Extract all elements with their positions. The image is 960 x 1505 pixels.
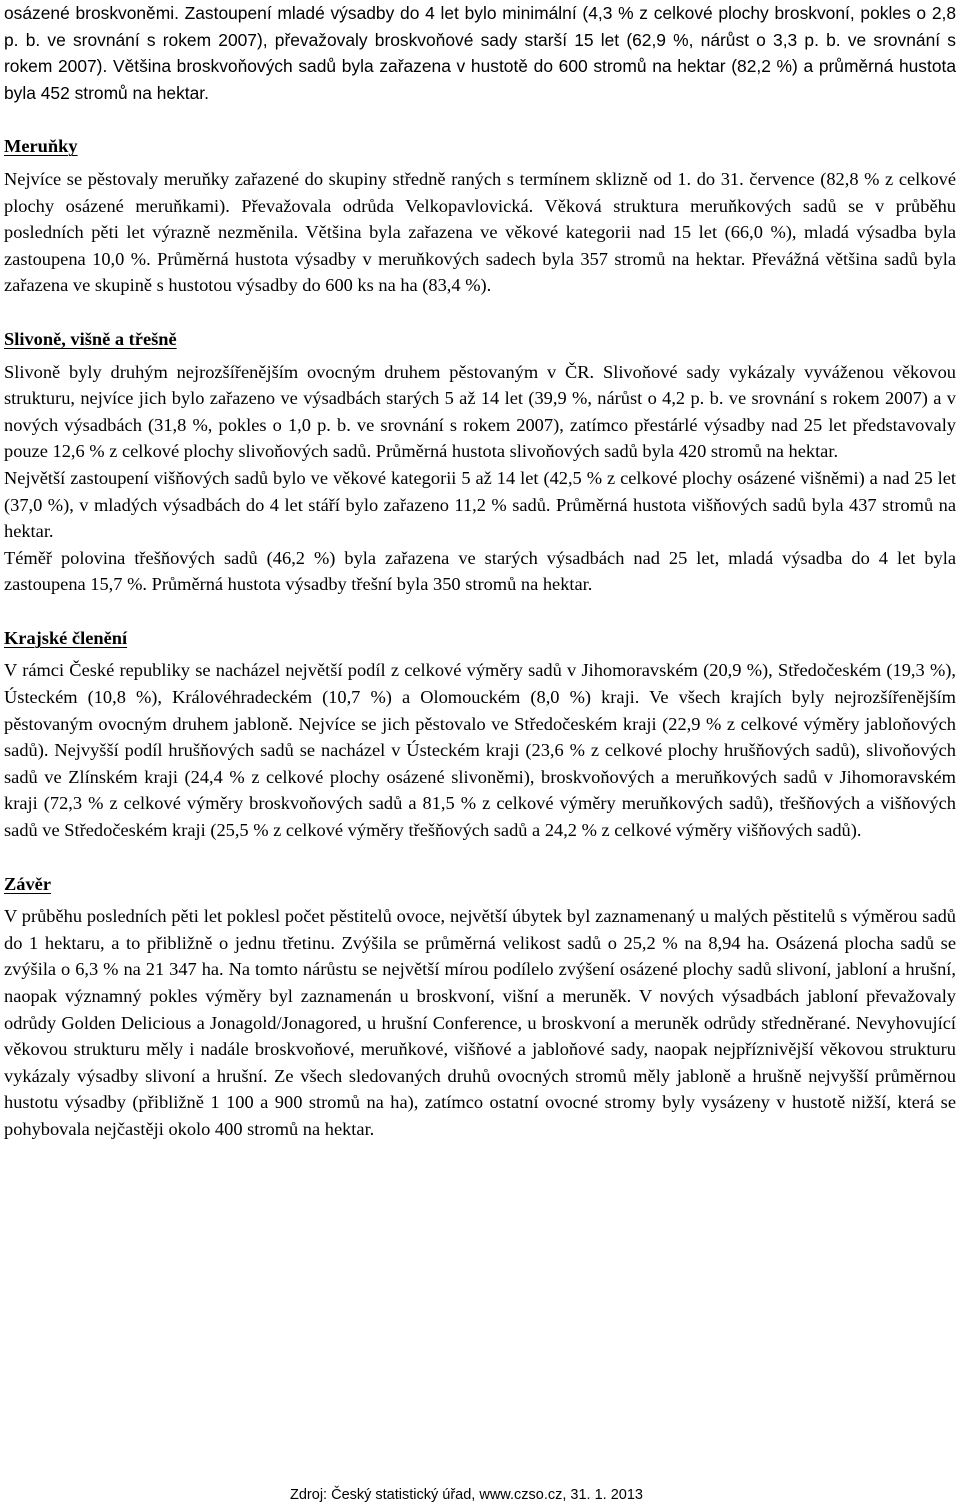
- regions-paragraph: V rámci České republiky se nacházel největší podíl z celkové výměry sadů v Jihomoravském (20,9 %), Středočeském (19,3 %), Ústeckém (10,8 %), Královéhradeckém (10,7 %) a Olomouckém (8,0 %) kraji. Ve všech krajích byly nejrozšířenějším pěstovaným ovocným druhem jabloně. Nejvíce se jich pěstovalo ve Středočeském kraji (22,9 % z celkové výměry jabloňových sadů). Nejvyšší podíl hrušňových sadů se nacházel v Ústeckém kraji (23,6 % z celkové plochy hrušňových sadů), slivoňových sadů ve Zlínském kraji (24,4 % z celkové plochy osázené slivoněmi), broskvoňových a meruňkových sadů v Jihomoravském kraji (72,3 % z celkové výměry broskvoňových sadů a 81,5 % z celkové výměry meruňkových sadů), třešňových a višňových sadů ve Středočeském kraji (25,5 % z celkové výměry třešňových sadů a 24,2 % z celkové výměry višňových sadů).: [4, 660, 956, 841]
- spacer: [4, 844, 956, 871]
- document-page: [4, 0, 956, 1143]
- spacer: [4, 106, 956, 133]
- section-apricots: [4, 133, 956, 299]
- spacer: [4, 299, 956, 326]
- section-heading-regions: Krajské členění: [4, 627, 128, 648]
- spacer: [4, 598, 956, 625]
- conclusion-paragraph: V průběhu posledních pěti let poklesl počet pěstitelů ovoce, největší úbytek byl zaznamenaný u malých pěstitelů s výměrou sadů do 1 hektaru, a to přibližně o jednu třetinu. Zvýšila se průměrná velikost sadů o 25,2 % na 8,94 ha. Osázená plocha sadů se zvýšila o 6,3 % na 21 347 ha. Na tomto nárůstu se největší mírou podílelo zvýšení osázené plochy sadů slivoní, jabloní a hrušní, naopak významný pokles výměry byl zaznamenán u broskvoní, višní a meruněk. V nových výsadbách jabloní převažovaly odrůdy Golden Delicious a Jonagold/Jonagored, u hrušní Conference, u broskvoní a meruněk odrůdy středněrané. Nevyhovující věkovou strukturu měly i nadále broskvoňové, meruňkové, višňové a jabloňové sady, naopak nejpříznivější věkovou strukturu vykázaly výsadby slivoní a hrušní. Ze všech sledovaných druhů ovocných stromů měly jabloně a hrušně nejvyšší průměrnou hustotu výsadby (přibližně 1 100 a 900 stromů na ha), zatímco ostatní ovocné stromy byly vysázeny v hustotě nižší, která se pohybovala nejčastěji okolo 400 stromů na hektar.: [4, 906, 956, 1139]
- sweet-cherries-paragraph: Téměř polovina třešňových sadů (46,2 %) byla zařazena ve starých výsadbách nad 25 let, mladá výsadba do 4 let byla zastoupena 15,7 %. Průměrná hustota výsadby třešní byla 350 stromů na hektar.: [4, 547, 956, 595]
- footer-source: Zdroj: Český statistický úřad, www.czso.cz, 31. 1. 2013: [290, 1487, 643, 1503]
- intro-text-part-2: Většina broskvoňových sadů byla zařazena v hustotě do 600 stromů na hektar (82,2 %) a průměrná hustota byla 452 stromů na hektar.: [4, 56, 956, 103]
- section-regions: [4, 625, 956, 844]
- section-heading-apricots: Meruňky: [4, 136, 78, 157]
- section-conclusion: [4, 871, 956, 1143]
- section-heading-plums: Slivoně, višně a třešně: [4, 328, 177, 349]
- intro-text-part-1: osázené broskvoněmi. Zastoupení mladé výsadby do 4 let bylo minimální (4,3 % z celkové plochy broskvoní, pokles o 2,8 p. b. ve srovnání s rokem 2007), převažovaly broskvoňové sady starší 15 let (62,9 %, nárůst o 3,3 p. b. ve srovnání s rokem 2007).: [4, 3, 956, 77]
- apricots-paragraph: Nejvíce se pěstovaly meruňky zařazené do skupiny středně raných s termínem sklizně od 1. do 31. července (82,8 % z celkové plochy osázené meruňkami). Převažovala odrůda Velkopavlovická. Věková struktura meruňkových sadů se v průběhu posledních pěti let výrazně nezměnila. Většina byla zařazena ve věkové kategorii nad 15 let (66,0 %), mladá výsadba byla zastoupena 10,0 %. Průměrná hustota výsadby v meruňkových sadech byla 357 stromů na hektar. Převážná většina sadů byla zařazena ve skupině s hustotou výsadby do 600 ks na ha (83,4 %).: [4, 168, 956, 296]
- plums-paragraph: Slivoně byly druhým nejrozšířenějším ovocným druhem pěstovaným v ČR. Slivoňové sady vykázaly vyváženou věkovou strukturu, nejvíce jich bylo zařazeno ve výsadbách starých 5 až 14 let (39,9 %, nárůst o 4,2 p. b. ve srovnání s rokem 2007) a v nových výsadbách (31,8 %, pokles o 1,0 p. b. ve srovnání s rokem 2007), zatímco přestárlé výsadby nad 25 let představovaly pouze 12,6 % z celkové plochy slivoňových sadů. Průměrná hustota slivoňových sadů byla 420 stromů na hektar.: [4, 361, 956, 462]
- section-heading-conclusion: Závěr: [4, 873, 51, 894]
- sour-cherries-paragraph: Největší zastoupení višňových sadů bylo ve věkové kategorii 5 až 14 let (42,5 % z celkové plochy osázené višněmi) a nad 25 let (37,0 %), v mladých výsadbách do 4 let stáří bylo zařazeno 11,2 % sadů. Průměrná hustota višňových sadů byla 437 stromů na hektar.: [4, 467, 956, 542]
- intro-paragraph: [4, 0, 956, 106]
- section-plums: [4, 326, 956, 598]
